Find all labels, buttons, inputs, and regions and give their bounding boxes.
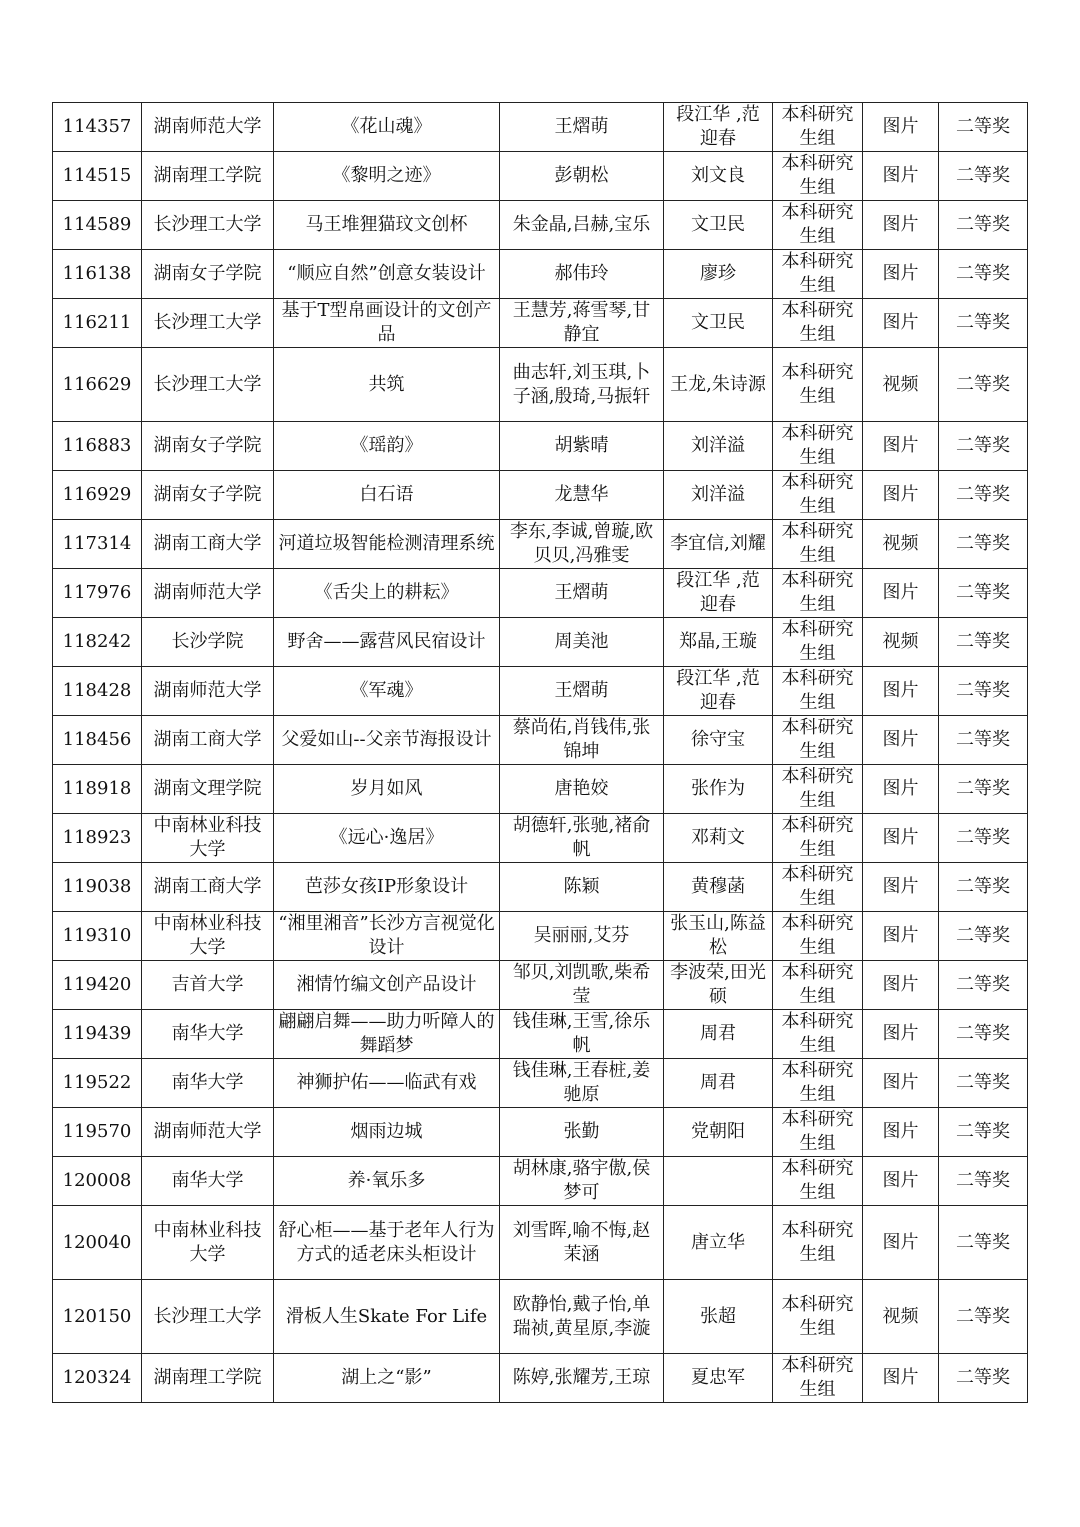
table-row [53,667,1028,716]
cell-advisor: 段江华 ,范迎春 [664,569,773,618]
cell-work-title: 《黎明之迹》 [274,152,500,201]
cell-entry-id: 116929 [53,471,142,520]
table-row [53,250,1028,299]
cell-award: 二等奖 [939,348,1028,422]
cell-award: 二等奖 [939,1010,1028,1059]
cell-advisor: 段江华 ,范迎春 [664,667,773,716]
table-row [53,912,1028,961]
cell-award: 二等奖 [939,201,1028,250]
cell-entry-id: 117314 [53,520,142,569]
cell-category: 图片 [863,814,939,863]
cell-authors: 邹贝,刘凯歌,柴希莹 [500,961,664,1010]
cell-entry-id: 114515 [53,152,142,201]
cell-advisor: 文卫民 [664,299,773,348]
cell-group: 本科研究生组 [773,961,863,1010]
cell-work-title: 《军魂》 [274,667,500,716]
cell-work-title: 河道垃圾智能检测清理系统 [274,520,500,569]
cell-category: 视频 [863,618,939,667]
cell-award: 二等奖 [939,152,1028,201]
cell-group: 本科研究生组 [773,1157,863,1206]
cell-award: 二等奖 [939,250,1028,299]
cell-school: 湖南女子学院 [142,250,274,299]
table-row [53,1354,1028,1403]
table-row [53,299,1028,348]
cell-school: 中南林业科技大学 [142,814,274,863]
cell-category: 图片 [863,961,939,1010]
cell-award: 二等奖 [939,569,1028,618]
cell-advisor: 刘洋溢 [664,471,773,520]
table-row [53,618,1028,667]
table-row [53,348,1028,422]
cell-category: 图片 [863,471,939,520]
cell-group: 本科研究生组 [773,1280,863,1354]
cell-group: 本科研究生组 [773,152,863,201]
cell-group: 本科研究生组 [773,201,863,250]
cell-advisor: 郑晶,王璇 [664,618,773,667]
cell-work-title: 翩翩启舞——助力听障人的舞蹈梦 [274,1010,500,1059]
cell-school: 南华大学 [142,1010,274,1059]
cell-advisor: 周君 [664,1010,773,1059]
table-row [53,201,1028,250]
cell-authors: 曲志轩,刘玉琪,卜子涵,殷琦,马振轩 [500,348,664,422]
cell-award: 二等奖 [939,667,1028,716]
cell-entry-id: 120008 [53,1157,142,1206]
cell-school: 南华大学 [142,1157,274,1206]
cell-authors: 王熠萌 [500,103,664,152]
cell-work-title: 湖上之“影” [274,1354,500,1403]
cell-authors: 李东,李诚,曾璇,欧贝贝,冯雅雯 [500,520,664,569]
cell-award: 二等奖 [939,1108,1028,1157]
cell-school: 湖南师范大学 [142,569,274,618]
cell-work-title: 白石语 [274,471,500,520]
cell-group: 本科研究生组 [773,1059,863,1108]
cell-category: 图片 [863,1206,939,1280]
cell-authors: 张勤 [500,1108,664,1157]
cell-work-title: 烟雨边城 [274,1108,500,1157]
table-row [53,152,1028,201]
cell-entry-id: 120040 [53,1206,142,1280]
cell-category: 图片 [863,1108,939,1157]
cell-authors: 王熠萌 [500,569,664,618]
cell-authors: 吴丽丽,艾芬 [500,912,664,961]
cell-school: 湖南理工学院 [142,1354,274,1403]
cell-entry-id: 118242 [53,618,142,667]
cell-entry-id: 118456 [53,716,142,765]
cell-group: 本科研究生组 [773,912,863,961]
cell-school: 中南林业科技大学 [142,912,274,961]
cell-group: 本科研究生组 [773,618,863,667]
table-row [53,765,1028,814]
cell-authors: 郝伟玲 [500,250,664,299]
cell-award: 二等奖 [939,814,1028,863]
cell-school: 湖南师范大学 [142,1108,274,1157]
cell-category: 视频 [863,348,939,422]
cell-school: 长沙理工大学 [142,201,274,250]
cell-authors: 刘雪晖,喻不悔,赵茉涵 [500,1206,664,1280]
cell-work-title: 养·氧乐多 [274,1157,500,1206]
cell-authors: 胡紫晴 [500,422,664,471]
cell-advisor: 周君 [664,1059,773,1108]
cell-work-title: 父爱如山--父亲节海报设计 [274,716,500,765]
cell-advisor: 刘洋溢 [664,422,773,471]
table-row [53,471,1028,520]
table-row [53,1157,1028,1206]
table-row [53,716,1028,765]
table-row [53,520,1028,569]
cell-group: 本科研究生组 [773,814,863,863]
cell-entry-id: 114589 [53,201,142,250]
cell-category: 图片 [863,201,939,250]
cell-work-title: 《瑶韵》 [274,422,500,471]
cell-work-title: “湘里湘音”长沙方言视觉化设计 [274,912,500,961]
cell-authors: 钱佳琳,王春桩,姜驰原 [500,1059,664,1108]
cell-entry-id: 119038 [53,863,142,912]
cell-group: 本科研究生组 [773,520,863,569]
cell-advisor: 刘文良 [664,152,773,201]
cell-group: 本科研究生组 [773,1206,863,1280]
cell-school: 湖南工商大学 [142,716,274,765]
cell-entry-id: 119420 [53,961,142,1010]
cell-work-title: 《舌尖上的耕耘》 [274,569,500,618]
cell-award: 二等奖 [939,1354,1028,1403]
table-row [53,422,1028,471]
cell-award: 二等奖 [939,422,1028,471]
cell-category: 图片 [863,912,939,961]
cell-award: 二等奖 [939,716,1028,765]
cell-authors: 陈婷,张耀芳,王琼 [500,1354,664,1403]
cell-category: 图片 [863,1010,939,1059]
table-row [53,814,1028,863]
cell-group: 本科研究生组 [773,1108,863,1157]
cell-award: 二等奖 [939,299,1028,348]
cell-authors: 唐艳姣 [500,765,664,814]
cell-authors: 胡德轩,张驰,褚俞帆 [500,814,664,863]
cell-advisor: 张作为 [664,765,773,814]
cell-category: 图片 [863,716,939,765]
cell-group: 本科研究生组 [773,667,863,716]
table-row [53,1059,1028,1108]
table-row [53,961,1028,1010]
table-row [53,569,1028,618]
cell-entry-id: 116629 [53,348,142,422]
cell-school: 湖南工商大学 [142,863,274,912]
cell-school: 湖南工商大学 [142,520,274,569]
cell-school: 湖南师范大学 [142,103,274,152]
table-row [53,103,1028,152]
cell-group: 本科研究生组 [773,569,863,618]
cell-work-title: 共筑 [274,348,500,422]
cell-entry-id: 116883 [53,422,142,471]
cell-authors: 王熠萌 [500,667,664,716]
cell-advisor: 廖珍 [664,250,773,299]
table-row [53,1206,1028,1280]
cell-work-title: 湘情竹编文创产品设计 [274,961,500,1010]
cell-school: 长沙学院 [142,618,274,667]
cell-work-title: 《花山魂》 [274,103,500,152]
cell-award: 二等奖 [939,1157,1028,1206]
cell-group: 本科研究生组 [773,348,863,422]
cell-advisor: 邓莉文 [664,814,773,863]
table-row [53,1280,1028,1354]
cell-award: 二等奖 [939,1206,1028,1280]
cell-award: 二等奖 [939,103,1028,152]
cell-category: 图片 [863,569,939,618]
cell-category: 图片 [863,1059,939,1108]
cell-entry-id: 116138 [53,250,142,299]
cell-advisor: 文卫民 [664,201,773,250]
cell-school: 中南林业科技大学 [142,1206,274,1280]
cell-authors: 陈颖 [500,863,664,912]
cell-entry-id: 119310 [53,912,142,961]
cell-category: 图片 [863,152,939,201]
cell-category: 视频 [863,1280,939,1354]
cell-advisor: 夏忠军 [664,1354,773,1403]
cell-entry-id: 120150 [53,1280,142,1354]
cell-group: 本科研究生组 [773,471,863,520]
cell-work-title: 野舍——露营风民宿设计 [274,618,500,667]
cell-advisor: 张超 [664,1280,773,1354]
cell-school: 长沙理工大学 [142,348,274,422]
cell-entry-id: 118428 [53,667,142,716]
cell-work-title: 滑板人生Skate For Life [274,1280,500,1354]
cell-group: 本科研究生组 [773,1354,863,1403]
cell-entry-id: 119522 [53,1059,142,1108]
cell-work-title: 基于T型帛画设计的文创产品 [274,299,500,348]
cell-award: 二等奖 [939,520,1028,569]
cell-group: 本科研究生组 [773,716,863,765]
cell-entry-id: 120324 [53,1354,142,1403]
cell-advisor: 王龙,朱诗源 [664,348,773,422]
cell-authors: 龙慧华 [500,471,664,520]
cell-category: 图片 [863,765,939,814]
cell-authors: 王慧芳,蒋雪琴,甘静宜 [500,299,664,348]
cell-school: 湖南文理学院 [142,765,274,814]
cell-award: 二等奖 [939,1059,1028,1108]
cell-group: 本科研究生组 [773,250,863,299]
award-table [52,102,1028,1403]
cell-entry-id: 116211 [53,299,142,348]
cell-school: 湖南理工学院 [142,152,274,201]
cell-category: 图片 [863,103,939,152]
cell-group: 本科研究生组 [773,299,863,348]
cell-advisor: 黄穆菡 [664,863,773,912]
cell-entry-id: 117976 [53,569,142,618]
cell-category: 图片 [863,299,939,348]
cell-group: 本科研究生组 [773,422,863,471]
cell-category: 视频 [863,520,939,569]
cell-category: 图片 [863,667,939,716]
cell-category: 图片 [863,250,939,299]
cell-award: 二等奖 [939,1280,1028,1354]
cell-entry-id: 118923 [53,814,142,863]
table-row [53,1108,1028,1157]
cell-category: 图片 [863,863,939,912]
cell-school: 湖南女子学院 [142,471,274,520]
cell-authors: 钱佳琳,王雪,徐乐帆 [500,1010,664,1059]
cell-award: 二等奖 [939,618,1028,667]
cell-authors: 胡林康,骆宇傲,侯梦可 [500,1157,664,1206]
cell-group: 本科研究生组 [773,1010,863,1059]
cell-work-title: 神狮护佑——临武有戏 [274,1059,500,1108]
cell-award: 二等奖 [939,912,1028,961]
cell-category: 图片 [863,1157,939,1206]
cell-work-title: 《远心·逸居》 [274,814,500,863]
cell-work-title: 舒心柜——基于老年人行为方式的适老床头柜设计 [274,1206,500,1280]
cell-award: 二等奖 [939,961,1028,1010]
cell-advisor: 张玉山,陈益松 [664,912,773,961]
table-row [53,1010,1028,1059]
cell-authors: 蔡尚佑,肖钱伟,张锦坤 [500,716,664,765]
cell-entry-id: 119439 [53,1010,142,1059]
cell-award: 二等奖 [939,863,1028,912]
cell-work-title: 岁月如风 [274,765,500,814]
cell-group: 本科研究生组 [773,765,863,814]
cell-category: 图片 [863,422,939,471]
cell-school: 南华大学 [142,1059,274,1108]
cell-school: 湖南女子学院 [142,422,274,471]
cell-group: 本科研究生组 [773,863,863,912]
cell-work-title: “顺应自然”创意女装设计 [274,250,500,299]
cell-award: 二等奖 [939,471,1028,520]
cell-work-title: 马王堆狸猫玟文创杯 [274,201,500,250]
cell-advisor [664,1157,773,1206]
table-row [53,863,1028,912]
cell-work-title: 芭莎女孩IP形象设计 [274,863,500,912]
cell-entry-id: 118918 [53,765,142,814]
cell-advisor: 李波荣,田光硕 [664,961,773,1010]
cell-advisor: 李宜信,刘耀 [664,520,773,569]
cell-entry-id: 119570 [53,1108,142,1157]
cell-authors: 彭朝松 [500,152,664,201]
cell-group: 本科研究生组 [773,103,863,152]
cell-advisor: 党朝阳 [664,1108,773,1157]
cell-school: 长沙理工大学 [142,1280,274,1354]
cell-school: 湖南师范大学 [142,667,274,716]
cell-authors: 周美池 [500,618,664,667]
cell-advisor: 段江华 ,范迎春 [664,103,773,152]
cell-authors: 欧静怡,戴子怡,单瑞祯,黄星原,李漩 [500,1280,664,1354]
cell-school: 吉首大学 [142,961,274,1010]
cell-authors: 朱金晶,吕赫,宝乐 [500,201,664,250]
cell-advisor: 唐立华 [664,1206,773,1280]
cell-school: 长沙理工大学 [142,299,274,348]
cell-category: 图片 [863,1354,939,1403]
cell-award: 二等奖 [939,765,1028,814]
cell-advisor: 徐守宝 [664,716,773,765]
cell-entry-id: 114357 [53,103,142,152]
